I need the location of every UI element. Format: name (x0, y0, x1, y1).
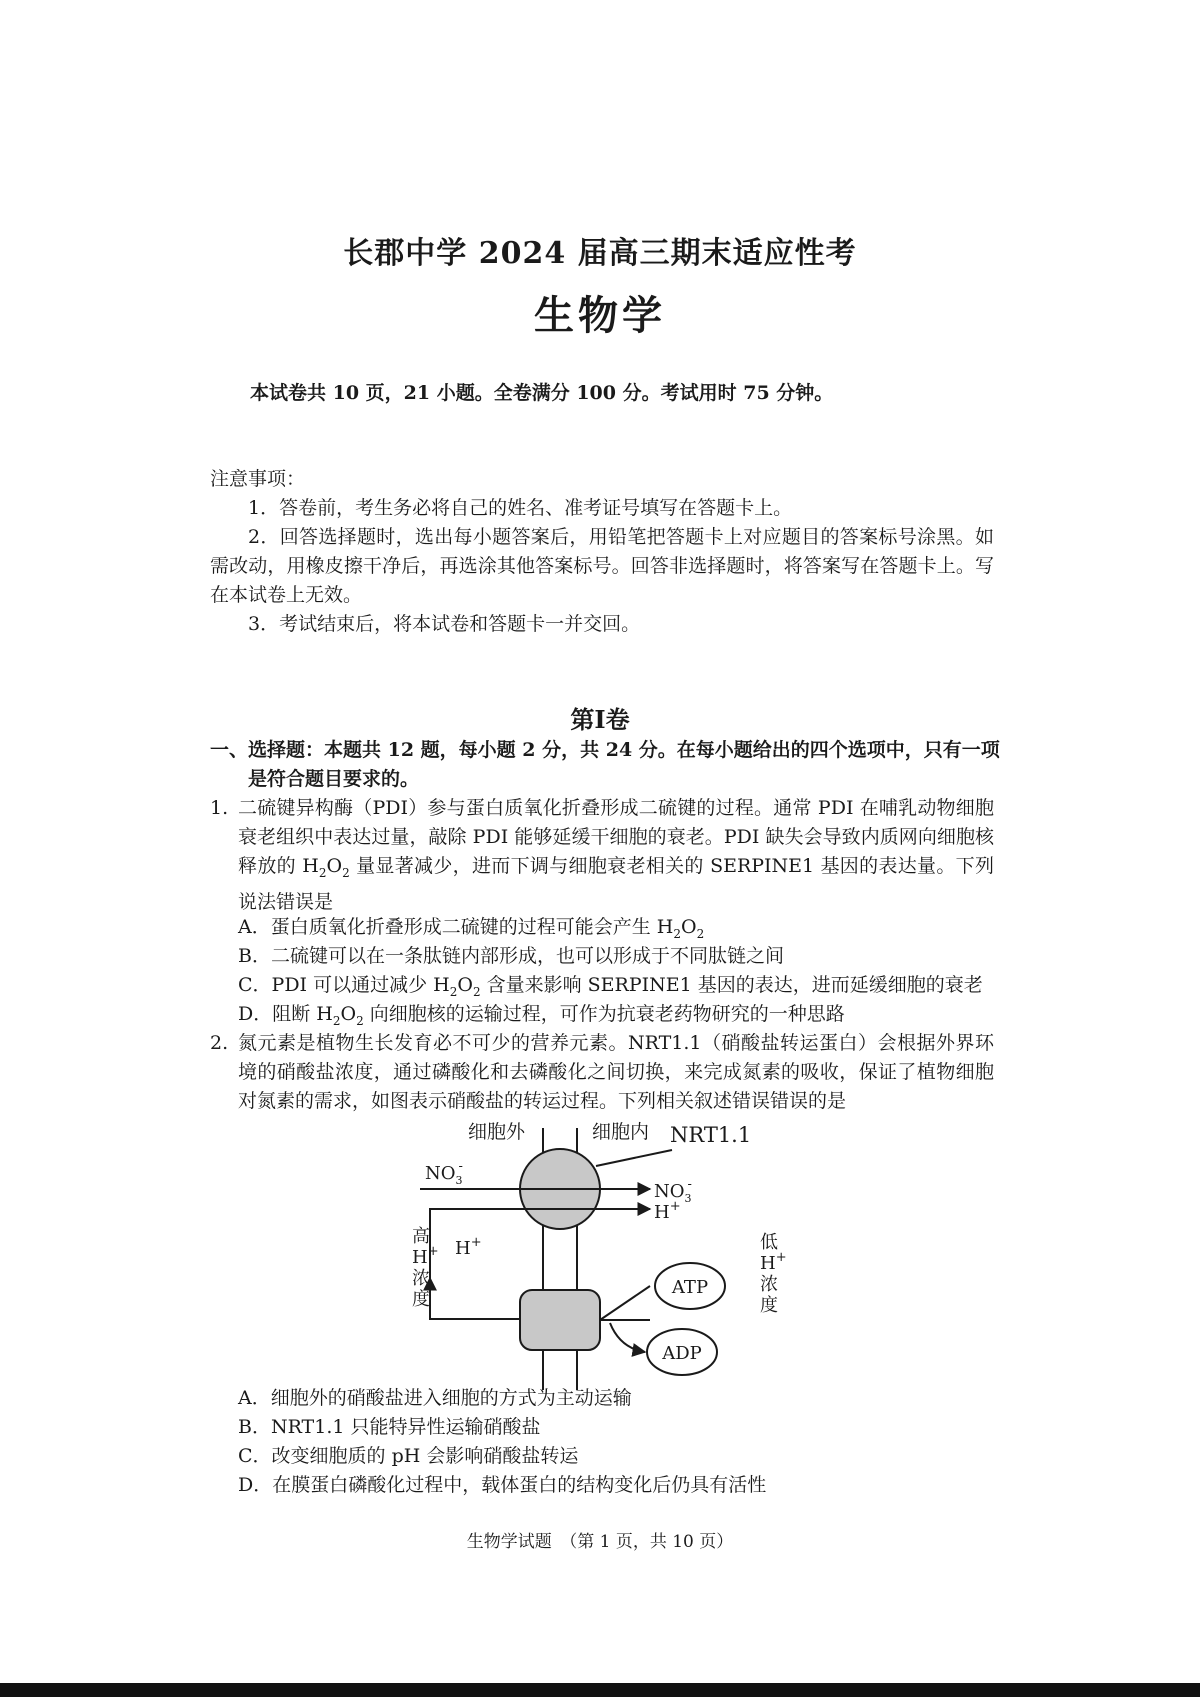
notice-item-2: 2．回答选择题时，选出每小题答案后，用铅笔把答题卡上对应题目的答案标号涂黑。如需改动，用橡皮擦干净后，再选涂其他答案标号。回答非选择题时，将答案写在答题卡上。写在本试卷上无效。 (210, 526, 994, 606)
label-h-inside: H+ (654, 1199, 681, 1223)
q1-option-c: C．PDI 可以通过减少 $H_2O_2$ 含量来影响 SERPINE1 基因的表达，进而延缓细胞的衰老 (238, 974, 983, 999)
page-footer: 生物学试题 （第 1 页，共 10 页） (466, 1532, 734, 1552)
chem-h2o2: $H_2O_2$ (316, 1003, 364, 1028)
label-low: 低 (760, 1232, 778, 1253)
q1-option-d: D．阻断 $H_2O_2$ 向细胞核的运输过程，可作为抗衰老药物研究的一种思路 (238, 1003, 845, 1028)
q2-option-b: B．NRT1.1 只能特异性运输硝酸盐 (238, 1416, 541, 1438)
nrt-pointer (596, 1150, 672, 1166)
label-low-du: 度 (760, 1295, 778, 1316)
scan-edge (0, 1683, 1200, 1697)
label-h-outside: H+ (455, 1235, 482, 1259)
chem-h2o2: $H_2O_2$ (656, 916, 705, 941)
q2-option-d: D．在膜蛋白磷酸化过程中，载体蛋白的结构变化后仍具有活性 (238, 1474, 767, 1496)
stem-part-a: 二硫键异构酶（PDI）参与蛋白质氧化折叠形成二硫键的过程。通常 PDI 在哺乳动物细胞衰老组织中表达过量，敲除 PDI 能够延缓干细胞的衰老。PDI 缺失会导致内质网向细胞核释放的 (238, 797, 994, 877)
adp-arrow (610, 1323, 645, 1352)
question-stem (238, 794, 994, 917)
chem-h2o2: $H_2O_2$ (302, 855, 350, 880)
part-heading-line2: 是符合题目要求的。 (248, 768, 420, 790)
question-2 (210, 1029, 994, 1116)
subject-title: 生物学 (534, 292, 666, 339)
exam-title: 长郡中学 2024 届高三期末适应性考 (343, 236, 857, 271)
label-low-nong: 浓 (760, 1274, 778, 1295)
label-high: 高 (412, 1226, 430, 1247)
chem-h2o2: $H_2O_2$ (433, 974, 481, 999)
label-atp: ATP (671, 1277, 709, 1298)
q1-option-a: A．蛋白质氧化折叠形成二硫键的过程可能会产生 $H_2O_2$ (238, 916, 705, 941)
label-inside: 细胞内 (592, 1121, 650, 1143)
proton-pump-shape (520, 1290, 600, 1350)
q2-option-c: C．改变细胞质的 pH 会影响硝酸盐转运 (238, 1445, 579, 1467)
question-number: 2. (210, 1032, 229, 1054)
label-high-du: 度 (412, 1289, 430, 1310)
question-stem: 氮元素是植物生长发育必不可少的营养元素。NRT1.1（硝酸盐转运蛋白）会根据外界环境的硝酸盐浓度，通过磷酸化和去磷酸化之间切换，来完成氮素的吸收，保证了植物细胞对氮素的需求，如图表示硝酸盐的转运过程。下列相关叙述错误错误的是 (238, 1032, 994, 1112)
notice-item-1: 1．答卷前，考生务必将自己的姓名、准考证号填写在答题卡上。 (248, 497, 793, 519)
notice-heading: 注意事项： (210, 468, 306, 490)
label-outside: 细胞外 (468, 1121, 526, 1143)
exam-info: 本试卷共 10 页，21 小题。全卷满分 100 分。考试用时 75 分钟。 (250, 382, 834, 404)
question-1 (210, 794, 994, 917)
pump-to-atp (600, 1286, 650, 1320)
label-no3-outside: $NO_3-$ (425, 1159, 463, 1187)
label-high-h: H+ (412, 1244, 439, 1268)
label-no3-inside: $NO_3-$ (654, 1177, 692, 1205)
nitrate-transport-diagram (400, 1118, 820, 1390)
part-heading-line1: 一、选择题：本题共 12 题，每小题 2 分，共 24 分。在每小题给出的四个选项中，只有一项 (210, 739, 1000, 761)
q2-option-a: A．细胞外的硝酸盐进入细胞的方式为主动运输 (238, 1387, 632, 1409)
label-low-h: H+ (760, 1250, 787, 1274)
stem-part-b: 量显著减少，进而下调与细胞衰老相关的 SERPINE1 基因的表达量。下列说法错误是 (238, 855, 994, 913)
label-high-nong: 浓 (412, 1268, 430, 1289)
section-title: 第Ⅰ卷 (570, 705, 630, 734)
question-number: 1. (210, 797, 229, 819)
label-adp: ADP (662, 1343, 702, 1364)
q1-option-b: B．二硫键可以在一条肽链内部形成，也可以形成于不同肽链之间 (238, 945, 784, 967)
notice-item-3: 3．考试结束后，将本试卷和答题卡一并交回。 (248, 613, 641, 635)
h-pump-return (430, 1278, 520, 1319)
label-nrt: NRT1.1 (670, 1123, 752, 1147)
